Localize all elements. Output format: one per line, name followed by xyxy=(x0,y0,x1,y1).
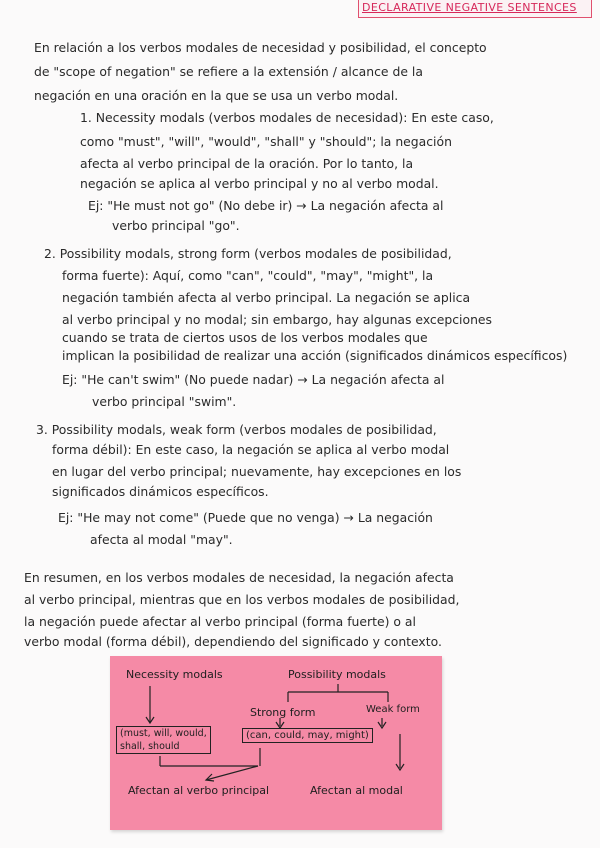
text-line: forma fuerte): Aquí, como "can", "could", "may", "might", la xyxy=(62,268,434,283)
text-line: 3. Possibility modals, weak form (verbos modales de posibilidad, xyxy=(36,422,437,437)
text-line: En relación a los verbos modales de necesidad y posibilidad, el concepto xyxy=(34,40,487,55)
main-verb-label: Afectan al verbo principal xyxy=(128,784,270,797)
necessity-list-line: (must, will, would, xyxy=(120,728,207,739)
text-line: En resumen, en los verbos modales de necesidad, la negación afecta xyxy=(24,570,454,585)
text-line: cuando se trata de ciertos usos de los verbos modales que xyxy=(62,330,428,345)
text-line: la negación puede afectar al verbo principal (forma fuerte) o al xyxy=(24,614,416,629)
text-line: verbo modal (forma débil), dependiendo del significado y contexto. xyxy=(24,634,442,649)
text-line: afecta al modal "may". xyxy=(90,532,233,547)
text-line: 2. Possibility modals, strong form (verbos modales de posibilidad, xyxy=(44,246,452,261)
modal-label: Afectan al modal xyxy=(310,784,403,797)
text-line: negación en una oración en la que se usa un verbo modal. xyxy=(34,88,399,103)
necessity-list-line: shall, should xyxy=(120,741,180,752)
necessity-title: Necessity modals xyxy=(126,668,223,681)
possibility-title: Possibility modals xyxy=(288,668,386,681)
text-line: forma débil): En este caso, la negación se aplica al verbo modal xyxy=(52,442,450,457)
text-line: 1. Necessity modals (verbos modales de necesidad): En este caso, xyxy=(80,110,494,125)
text-line: negación también afecta al verbo principal. La negación se aplica xyxy=(62,290,471,305)
page-title: DECLARATIVE NEGATIVE SENTENCES xyxy=(362,1,577,14)
weak-form-label: Weak form xyxy=(366,704,420,715)
text-line: negación se aplica al verbo principal y no al verbo modal. xyxy=(80,176,439,191)
text-line: verbo principal "swim". xyxy=(92,394,237,409)
strong-form-label: Strong form xyxy=(250,706,316,719)
text-line: afecta al verbo principal de la oración. Por lo tanto, la xyxy=(80,156,414,171)
necessity-list xyxy=(116,726,211,754)
text-line: en lugar del verbo principal; nuevamente, hay excepciones en los xyxy=(52,464,462,479)
text-line: Ej: "He must not go" (No debe ir) → La negación afecta al xyxy=(88,198,444,213)
possibility-list: (can, could, may, might) xyxy=(242,728,373,743)
text-line: Ej: "He may not come" (Puede que no venga) → La negación xyxy=(58,510,433,525)
text-line: al verbo principal, mientras que en los verbos modales de posibilidad, xyxy=(24,592,460,607)
text-line: al verbo principal y no modal; sin embargo, hay algunas excepciones xyxy=(62,312,493,327)
text-line: Ej: "He can't swim" (No puede nadar) → La negación afecta al xyxy=(62,372,445,387)
text-line: significados dinámicos específicos. xyxy=(52,484,269,499)
text-line: implican la posibilidad de realizar una acción (significados dinámicos específicos) xyxy=(62,348,568,363)
text-line: de "scope of negation" se refiere a la extensión / alcance de la xyxy=(34,64,423,79)
text-line: como "must", "will", "would", "shall" y "should"; la negación xyxy=(80,134,452,149)
text-line: verbo principal "go". xyxy=(112,218,240,233)
